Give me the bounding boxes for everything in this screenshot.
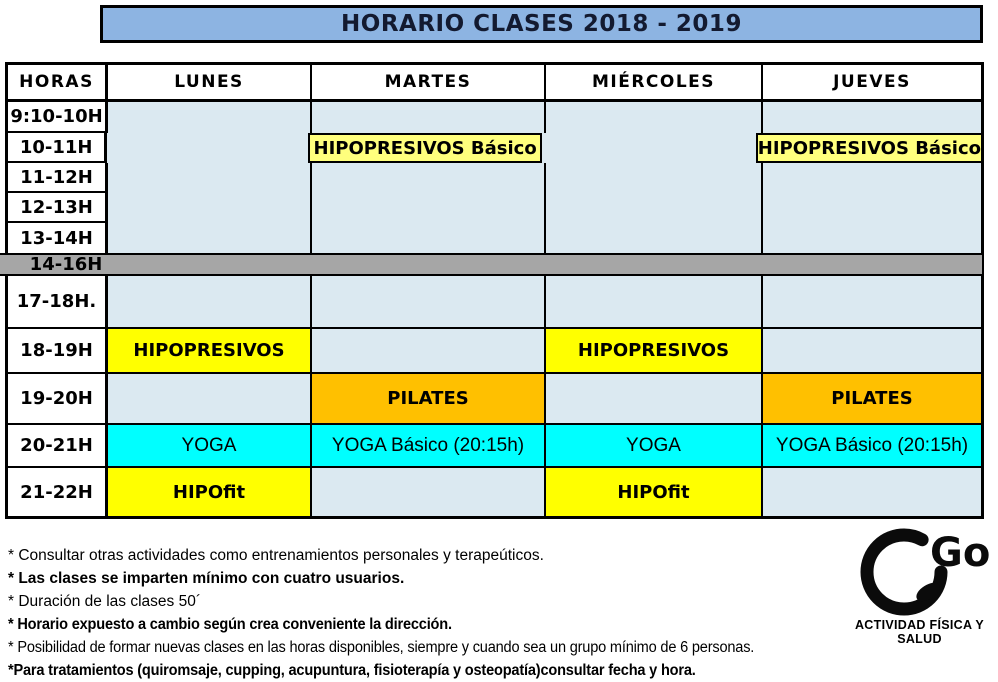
table-row (8, 163, 981, 193)
schedule-cell-hipopresivos: HIPOPRESIVOS (544, 329, 761, 374)
hour-label: 13-14H (8, 223, 108, 253)
table-header-row (8, 65, 981, 102)
hour-label: 9:10-10H (8, 102, 108, 133)
title-bar (100, 5, 983, 43)
schedule-cell (761, 223, 981, 253)
schedule-cell (108, 193, 310, 223)
footnote: * Duración de las clases 50´ (8, 592, 201, 610)
hour-label: 11-12H (8, 163, 108, 193)
hour-label: 14-16H (29, 254, 103, 275)
logo-wordmark: Go (930, 530, 991, 576)
hour-label: 18-19H (8, 329, 108, 374)
table-row (8, 133, 981, 163)
hour-label: 17-18H. (8, 276, 108, 329)
schedule-cell (761, 329, 981, 374)
table-row (8, 468, 981, 516)
schedule-cell (108, 276, 310, 329)
schedule-cell (761, 276, 981, 329)
column-header-jueves: JUEVES (761, 65, 981, 99)
schedule-cell (310, 223, 544, 253)
table-row (8, 374, 981, 425)
schedule-cell-hipofit: HIPOfit (544, 468, 761, 516)
schedule-cell (544, 276, 761, 329)
hour-label: 20-21H (8, 425, 108, 468)
schedule-cell (544, 102, 761, 133)
schedule-cell-hipopresivos-basico: HIPOPRESIVOS Básico (756, 133, 981, 163)
schedule-cell-yoga: YOGA (544, 425, 761, 468)
footnotes (8, 544, 802, 682)
column-header-lunes: LUNES (108, 65, 310, 99)
column-header-horas: HORAS (8, 65, 108, 99)
hour-label: 10-11H (8, 133, 107, 163)
footnote: *Para tratamientos (quiromsaje, cupping, acupuntura, fisioterapía y osteopatía)consultar fecha y hora. (8, 661, 696, 679)
schedule-cell (540, 133, 756, 163)
column-header-martes: MARTES (310, 65, 544, 99)
footnote: * Consultar otras actividades como entrenamientos personales y terapeúticos. (8, 546, 544, 564)
schedule-cell-yoga-basico: YOGA Básico (20:15h) (310, 425, 544, 468)
schedule-cell (107, 133, 308, 163)
schedule-cell (761, 163, 981, 193)
hour-label: 21-22H (8, 468, 108, 516)
schedule-cell (761, 102, 981, 133)
schedule-cell (544, 163, 761, 193)
schedule-cell (108, 223, 310, 253)
page-title: HORARIO CLASES 2018 - 2019 (341, 11, 742, 37)
table-row (8, 102, 981, 133)
schedule-table (5, 62, 984, 519)
schedule-cell (108, 374, 310, 425)
hour-label: 12-13H (8, 193, 108, 223)
table-row (8, 276, 981, 329)
schedule-cell-hipopresivos-basico: HIPOPRESIVOS Básico (308, 133, 540, 163)
table-row-closed (8, 253, 981, 276)
table-row (8, 425, 981, 468)
footnote: * Horario expuesto a cambio según crea conveniente la dirección. (8, 615, 452, 633)
schedule-cell-hipofit: HIPOfit (108, 468, 310, 516)
schedule-cell (761, 193, 981, 223)
footnote: * Posibilidad de formar nuevas clases en las horas disponibles, siempre y cuando sea un grupo mínimo de 6 personas. (8, 638, 755, 656)
schedule-cell (310, 276, 544, 329)
footnote: * Las clases se imparten mínimo con cuatro usuarios. (8, 569, 405, 587)
schedule-cell-pilates: PILATES (310, 374, 544, 425)
schedule-cell-yoga-basico: YOGA Básico (20:15h) (761, 425, 981, 468)
schedule-cell (310, 102, 544, 133)
schedule-cell (544, 193, 761, 223)
schedule-cell (761, 468, 981, 516)
schedule-cell (544, 374, 761, 425)
schedule-cell-hipopresivos: HIPOPRESIVOS (108, 329, 310, 374)
hour-label: 19-20H (8, 374, 108, 425)
table-row (8, 223, 981, 253)
schedule-cell (310, 193, 544, 223)
schedule-cell-yoga: YOGA (108, 425, 310, 468)
logo-ring-icon (842, 522, 997, 618)
schedule-cell (310, 329, 544, 374)
schedule-cell (108, 163, 310, 193)
logo-caption: ACTIVIDAD FÍSICA Y SALUD (854, 618, 985, 646)
logo (842, 522, 997, 646)
schedule-cell (544, 223, 761, 253)
table-row (8, 329, 981, 374)
schedule-cell-pilates: PILATES (761, 374, 981, 425)
column-header-miercoles: MIÉRCOLES (544, 65, 761, 99)
schedule-cell (310, 163, 544, 193)
schedule-cell (310, 468, 544, 516)
schedule-cell (108, 102, 310, 133)
closed-hours-band (0, 253, 982, 276)
table-row (8, 193, 981, 223)
